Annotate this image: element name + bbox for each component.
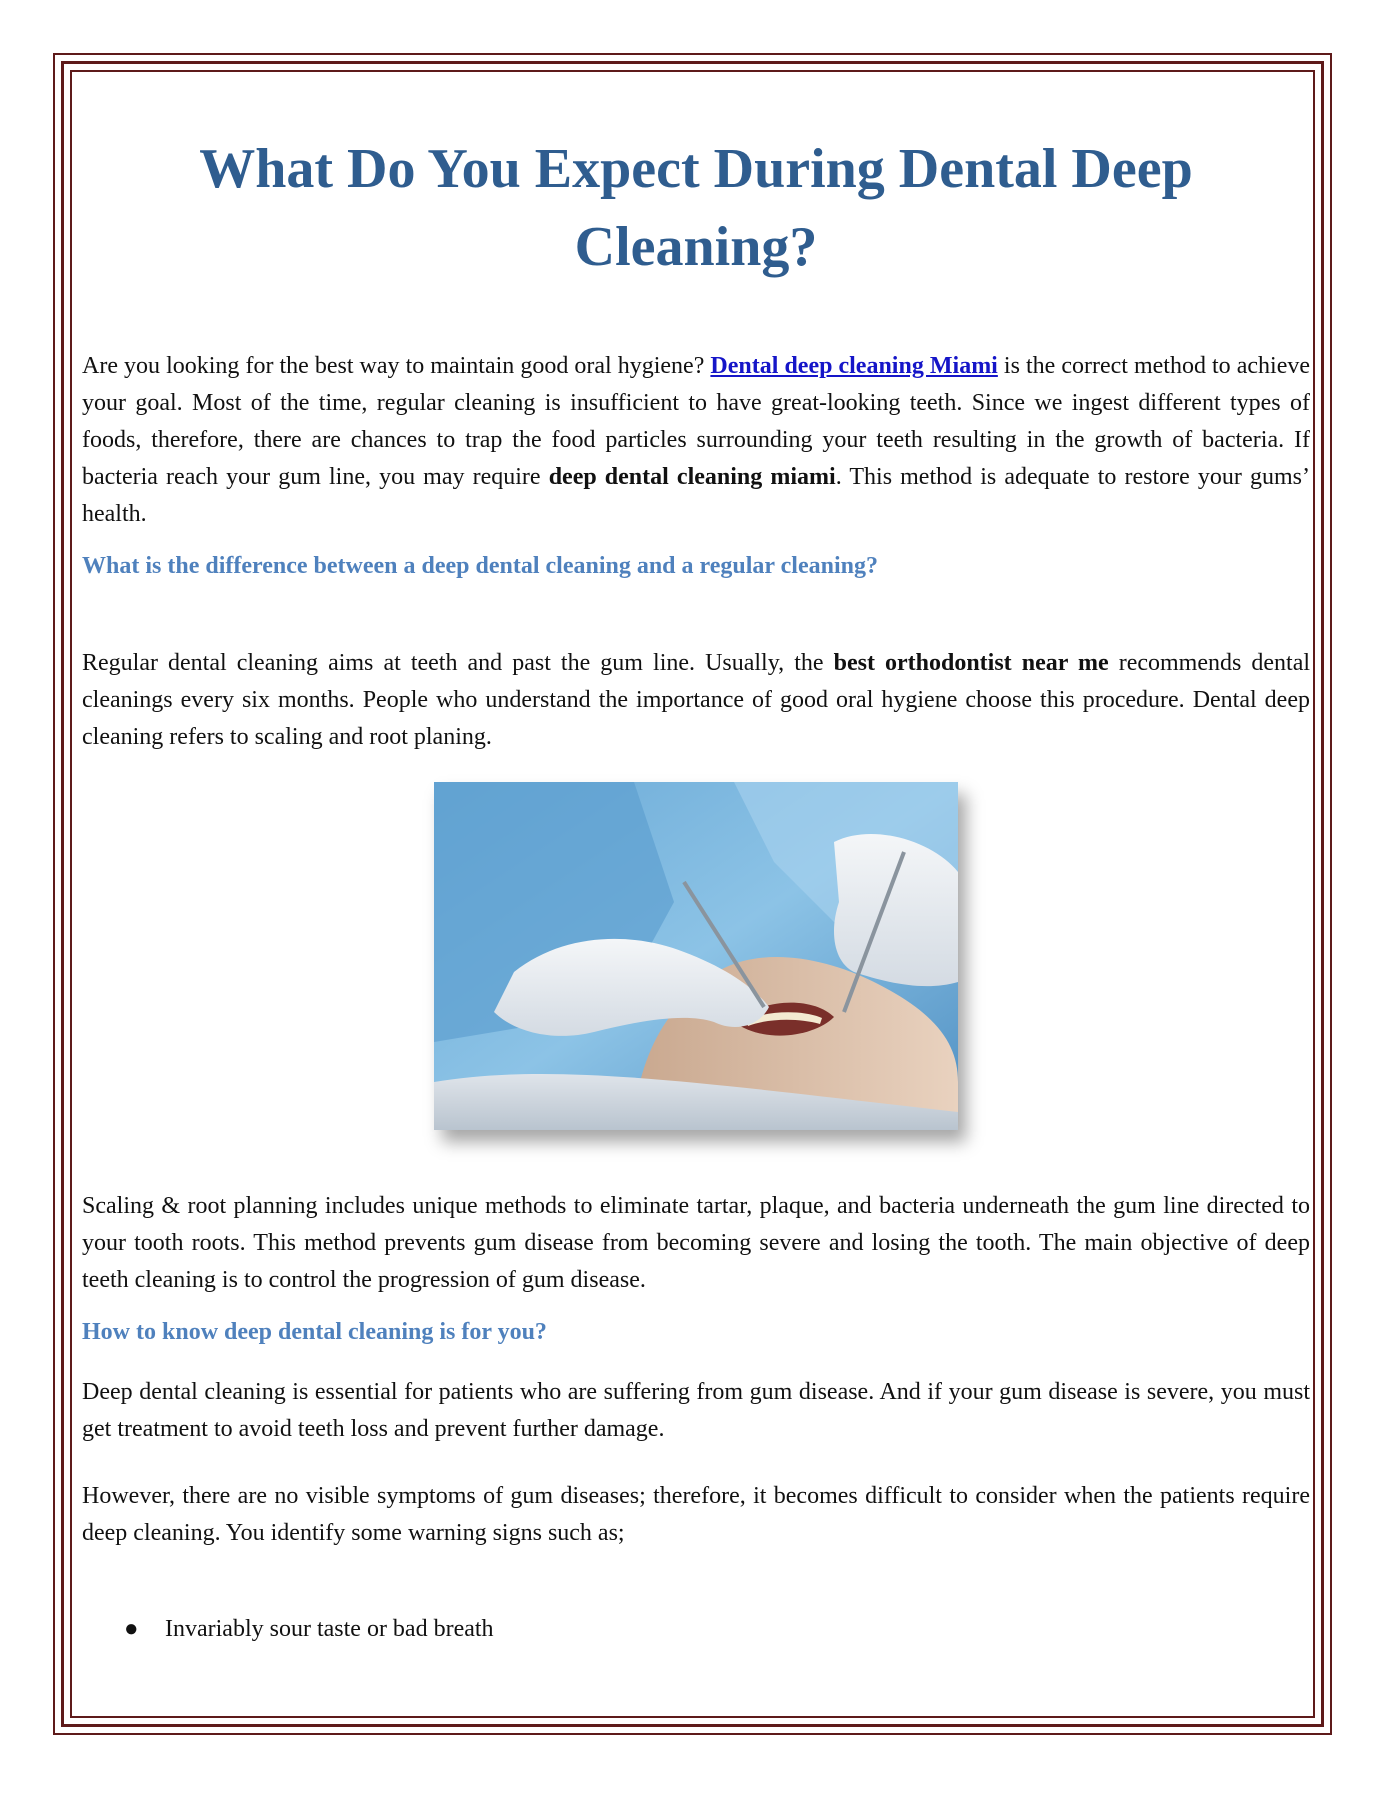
warning-signs-paragraph: However, there are no visible symptoms of gum diseases; therefore, it becomes difficult to consider when the patients require deep cleaning. You identify some warning signs such as; <box>82 1483 1310 1546</box>
scaling-root-planing-paragraph: Scaling & root planning includes unique methods to eliminate tartar, plaque, and bacteria underneath the gum line directed to your tooth roots. This method prevents gum disease from becoming severe and losing the tooth. The main objective of deep teeth cleaning is to control the progression of gum disease. <box>82 1193 1310 1293</box>
list-item-text: Invariably sour taste or bad breath <box>165 1616 494 1642</box>
subheading-difference: What is the difference between a deep dental cleaning and a regular cleaning? <box>82 553 878 579</box>
bullet-marker: ● <box>124 1616 139 1642</box>
subheading-how-to-know: How to know deep dental cleaning is for you? <box>82 1319 547 1345</box>
intro-text-3: . This method is adequate to restore your gums’ health. <box>82 464 1311 527</box>
gum-disease-paragraph: Deep dental cleaning is essential for patients who are suffering from gum disease. And if your gum disease is severe, you must get treatment to avoid teeth loss and prevent further damage. <box>82 1379 1310 1442</box>
para2-text-2: recommends dental cleanings every six months. People who understand the importance of good oral hygiene choose this procedure. Dental deep cleaning refers to scaling and root planing. <box>82 650 1311 750</box>
article <box>82 130 1310 1648</box>
list-item <box>82 1611 1310 1648</box>
intro-text-1: Are you looking for the best way to maintain good oral hygiene? <box>82 353 711 379</box>
article-title: What Do You Expect During Dental Deep Cleaning? <box>199 138 1193 278</box>
para2-bold-keyword: best orthodontist near me <box>833 650 1109 676</box>
dental-procedure-photo <box>434 782 958 1130</box>
intro-bold-keyword: deep dental cleaning miami <box>548 464 836 490</box>
regular-cleaning-paragraph <box>82 645 1310 756</box>
intro-paragraph <box>82 348 1310 533</box>
intro-text-2: is the correct method to achieve your goal. Most of the time, regular cleaning is insufficient to have great-looking teeth. Since we ingest different types of foods, therefore, there are chances to trap the food particles surrounding your teeth resulting in the growth of bacteria. If bacteria reach your gum line, you may require <box>82 353 1311 490</box>
dental-deep-cleaning-miami-link[interactable]: Dental deep cleaning Miami <box>710 353 998 379</box>
warning-signs-list <box>82 1611 1310 1648</box>
para2-text-1: Regular dental cleaning aims at teeth and past the gum line. Usually, the <box>82 650 834 676</box>
